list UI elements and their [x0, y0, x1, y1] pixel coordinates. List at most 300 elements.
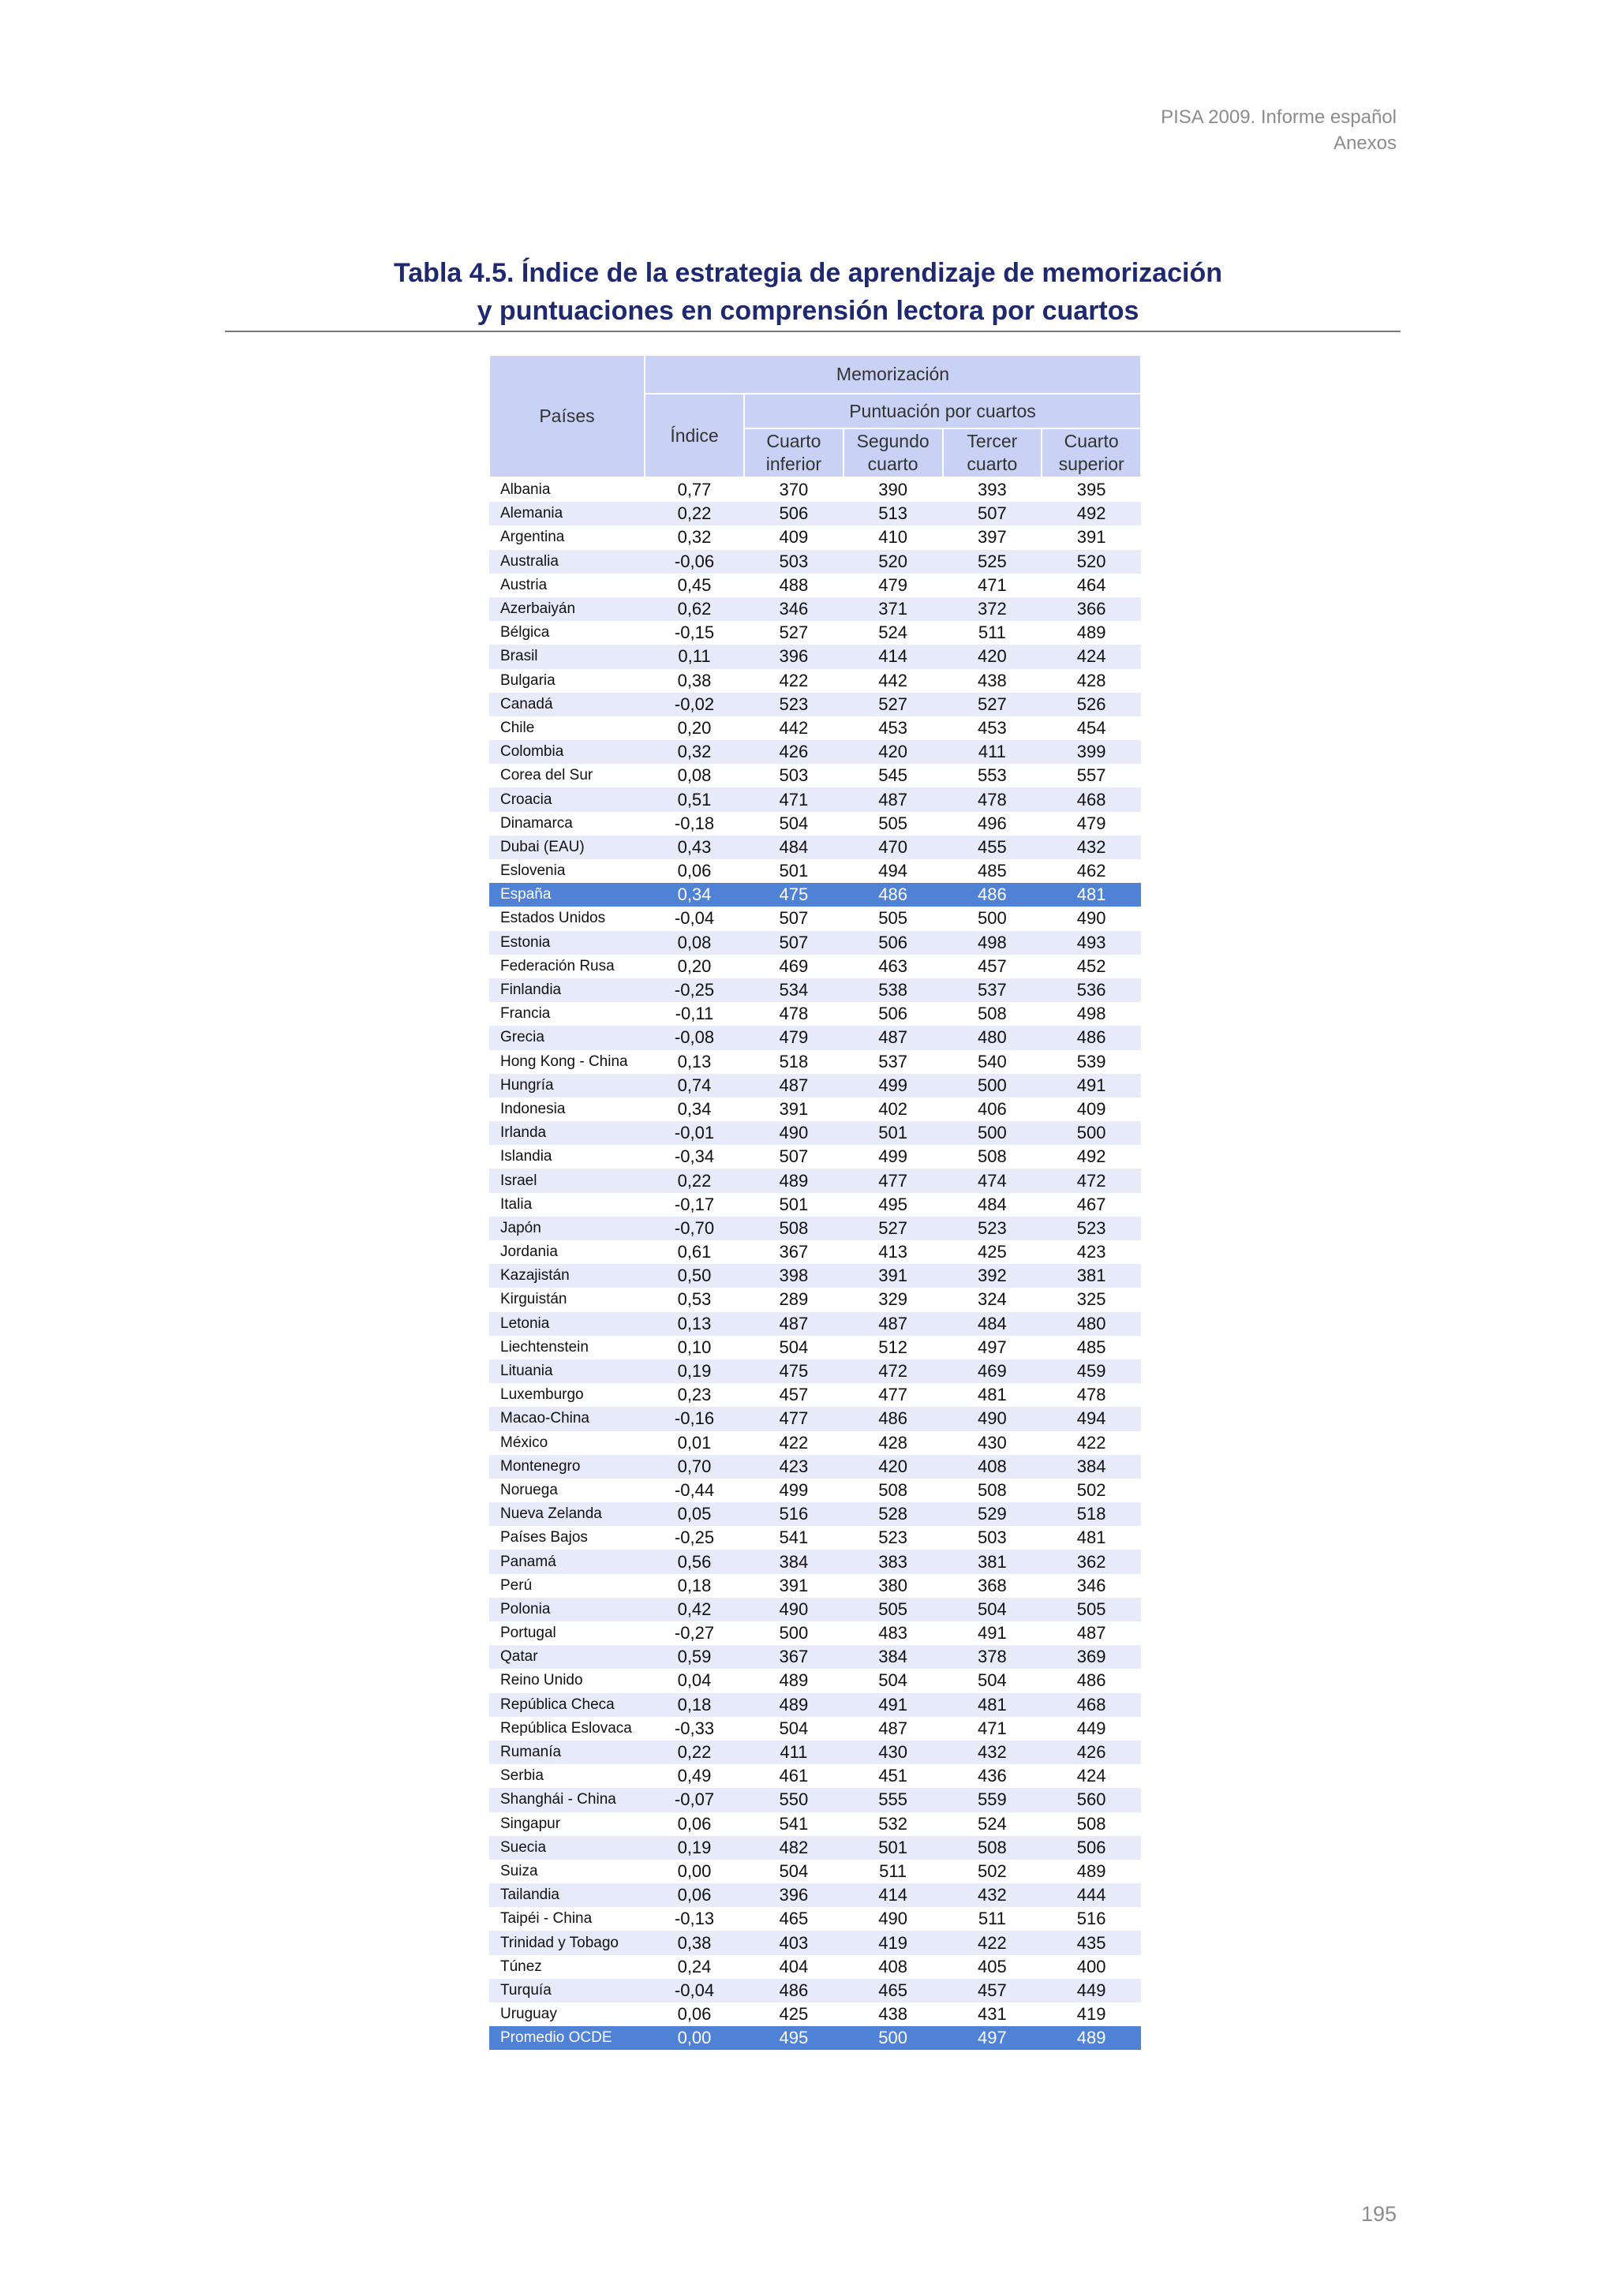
q2-cell: 512 [878, 1337, 907, 1357]
table-row [489, 787, 1141, 811]
country-cell: Shanghái - China [489, 1788, 645, 1812]
country-cell: Promedio OCDE [489, 2026, 645, 2050]
q1-cell: 484 [744, 836, 844, 859]
q3-cell: 481 [978, 1385, 1007, 1405]
index-cell: -0,33 [674, 1718, 715, 1738]
q1-cell: 370 [779, 480, 809, 500]
q1-cell: 442 [779, 717, 809, 738]
q3-cell: 559 [943, 1788, 1042, 1812]
q4-cell: 391 [1076, 527, 1106, 548]
q4-cell: 381 [1042, 1264, 1141, 1288]
table-row [489, 1288, 1141, 1311]
q1-cell: 504 [779, 1860, 809, 1881]
country-cell: Albania [500, 481, 551, 499]
index-cell: 0,18 [645, 1693, 744, 1717]
q2-cell: 329 [878, 1289, 907, 1310]
table-row [489, 716, 1141, 740]
table-row [489, 1645, 1141, 1669]
table-row [489, 574, 1141, 597]
q3-cell: 393 [978, 480, 1007, 500]
q1-cell: 475 [744, 883, 844, 907]
q1-cell: 504 [779, 813, 809, 833]
header-quarter-scores: Puntuación por cuartos [744, 394, 1141, 428]
header-memorization: Memorización [645, 355, 1141, 394]
table-row [489, 1359, 1141, 1383]
q3-cell: 504 [943, 1598, 1042, 1621]
q1-cell: 423 [744, 1455, 844, 1479]
q1-cell: 523 [744, 693, 844, 716]
country-cell: Bélgica [500, 624, 550, 641]
q1-cell: 411 [744, 1741, 844, 1764]
table-row [489, 1169, 1141, 1192]
q2-cell: 506 [844, 931, 943, 955]
q3-cell: 497 [978, 1337, 1007, 1357]
q3-cell: 378 [943, 1645, 1042, 1669]
q4-cell: 502 [1076, 1479, 1106, 1500]
index-cell: 0,51 [645, 787, 744, 811]
table-row [489, 502, 1141, 525]
index-cell: 0,61 [677, 1242, 712, 1262]
q1-cell: 391 [779, 1575, 809, 1595]
country-cell: España [489, 883, 645, 907]
q4-cell: 454 [1076, 717, 1106, 738]
q3-cell: 432 [943, 1741, 1042, 1764]
header-q3 [943, 428, 1042, 477]
header-q1 [744, 428, 844, 477]
table-row [489, 1002, 1141, 1026]
q4-cell: 422 [1076, 1432, 1106, 1453]
q4-cell: 481 [1076, 1528, 1106, 1548]
index-cell: 0,19 [645, 1836, 744, 1860]
country-cell: Alemania [489, 502, 645, 525]
q3-cell: 372 [943, 597, 1042, 621]
index-cell: -0,34 [674, 1146, 715, 1167]
table-row [489, 1026, 1141, 1049]
index-cell: 0,74 [645, 1074, 744, 1098]
table-row [489, 1812, 1141, 1836]
table-header [489, 355, 1141, 477]
q4-cell: 493 [1042, 931, 1141, 955]
q4-cell: 508 [1076, 1813, 1106, 1834]
q4-cell: 487 [1076, 1623, 1106, 1643]
header-q1-line1: Cuarto [766, 431, 821, 451]
index-cell: 0,32 [645, 740, 744, 764]
country-cell: Estonia [489, 931, 645, 955]
index-cell: 0,06 [677, 2004, 712, 2025]
q3-cell: 553 [978, 765, 1007, 786]
q2-cell: 523 [878, 1528, 907, 1548]
table-row [489, 1407, 1141, 1430]
country-cell: Hungría [489, 1074, 645, 1098]
table-row [489, 1479, 1141, 1502]
running-header-title: PISA 2009. Informe español [1161, 107, 1397, 128]
country-cell: Suiza [500, 1862, 538, 1879]
q3-cell: 408 [943, 1455, 1042, 1479]
country-cell: Letonia [489, 1312, 645, 1336]
country-cell: Perú [500, 1576, 533, 1594]
q2-cell: 504 [878, 1670, 907, 1691]
q1-cell: 422 [779, 670, 809, 690]
country-cell: Singapur [500, 1815, 561, 1832]
q2-cell: 414 [844, 645, 943, 668]
q2-cell: 491 [844, 1693, 943, 1717]
header-q1-line2: inferior [765, 454, 822, 474]
q4-cell: 526 [1042, 693, 1141, 716]
index-cell: -0,18 [674, 813, 715, 833]
q1-cell: 490 [744, 1598, 844, 1621]
q4-cell: 539 [1076, 1051, 1106, 1071]
q1-cell: 479 [744, 1026, 844, 1049]
table-row [489, 1550, 1141, 1573]
table-row [489, 1264, 1141, 1288]
table-row [489, 1431, 1141, 1455]
q4-cell: 464 [1076, 574, 1106, 595]
q1-cell: 503 [744, 550, 844, 574]
q1-cell: 396 [744, 1883, 844, 1907]
table-row [489, 1621, 1141, 1645]
q3-cell: 431 [978, 2004, 1007, 2025]
q1-cell: 457 [779, 1385, 809, 1405]
q4-cell: 423 [1076, 1242, 1106, 1262]
table-row [489, 1907, 1141, 1931]
table-row [489, 1098, 1141, 1121]
country-cell: Montenegro [489, 1455, 645, 1479]
country-cell: Túnez [500, 1958, 542, 1975]
q4-cell: 444 [1042, 1883, 1141, 1907]
page-number: 195 [1360, 2202, 1397, 2226]
table-row [489, 1217, 1141, 1240]
q1-cell: 488 [779, 574, 809, 595]
table-row [489, 597, 1141, 621]
q3-cell: 474 [943, 1169, 1042, 1192]
q3-cell: 471 [978, 1718, 1007, 1738]
q4-cell: 494 [1042, 1407, 1141, 1430]
q3-cell: 406 [978, 1098, 1007, 1119]
q2-cell: 483 [878, 1623, 907, 1643]
q2-cell: 384 [844, 1645, 943, 1669]
q3-cell: 436 [978, 1766, 1007, 1786]
index-cell: -0,17 [674, 1194, 715, 1214]
q3-cell: 453 [978, 717, 1007, 738]
country-cell: Japón [489, 1217, 645, 1240]
q4-cell: 479 [1076, 813, 1106, 833]
q3-cell: 481 [943, 1693, 1042, 1717]
q2-cell: 505 [878, 813, 907, 833]
country-cell: Francia [500, 1005, 551, 1023]
q4-cell: 467 [1076, 1194, 1106, 1214]
q1-cell: 534 [744, 978, 844, 1002]
index-cell: 0,34 [677, 1098, 712, 1119]
index-cell: -0,16 [645, 1407, 744, 1430]
q4-cell: 481 [1042, 883, 1141, 907]
q4-cell: 366 [1042, 597, 1141, 621]
index-cell: 0,11 [645, 645, 744, 668]
q4-cell: 384 [1042, 1455, 1141, 1479]
q3-cell: 469 [943, 1359, 1042, 1383]
q4-cell: 516 [1076, 1909, 1106, 1929]
table-row [489, 1383, 1141, 1407]
index-cell: 0,18 [677, 1575, 712, 1595]
q4-cell: 369 [1042, 1645, 1141, 1669]
q1-cell: 489 [779, 1670, 809, 1691]
country-cell: Polonia [489, 1598, 645, 1621]
index-cell: 0,49 [677, 1766, 712, 1786]
q2-cell: 391 [844, 1264, 943, 1288]
data-table [488, 354, 1142, 2050]
index-cell: 0,56 [645, 1550, 744, 1573]
q3-cell: 381 [943, 1550, 1042, 1573]
title-divider [225, 331, 1401, 332]
table-row [489, 1526, 1141, 1550]
country-cell: Estados Unidos [500, 910, 606, 927]
country-cell: Países Bajos [500, 1529, 588, 1546]
q3-cell: 508 [978, 1004, 1007, 1024]
q1-cell: 398 [744, 1264, 844, 1288]
q2-cell: 520 [844, 550, 943, 574]
q3-cell: 438 [978, 670, 1007, 690]
q2-cell: 410 [878, 527, 907, 548]
q2-cell: 511 [879, 1860, 907, 1881]
running-header-section: Anexos [1333, 133, 1397, 154]
country-cell: Corea del Sur [500, 767, 593, 784]
q1-cell: 550 [744, 1788, 844, 1812]
q1-cell: 425 [779, 2004, 809, 2025]
country-cell: República Checa [489, 1693, 645, 1717]
q3-cell: 392 [943, 1264, 1042, 1288]
q3-cell: 504 [978, 1670, 1007, 1691]
index-cell: 0,08 [645, 931, 744, 955]
q2-cell: 494 [878, 861, 907, 881]
q1-cell: 475 [744, 1359, 844, 1383]
table-title-line-1: Tabla 4.5. Índice de la estrategia de aprendizaje de memorización [394, 258, 1222, 288]
q2-cell: 538 [844, 978, 943, 1002]
q2-cell: 438 [878, 2004, 907, 2025]
index-cell: 0,05 [645, 1502, 744, 1526]
q3-cell: 537 [943, 978, 1042, 1002]
country-cell: Dinamarca [500, 814, 573, 832]
index-cell: 0,38 [677, 670, 712, 690]
q2-cell: 495 [878, 1194, 907, 1214]
q1-cell: 409 [779, 527, 809, 548]
q1-cell: 487 [744, 1074, 844, 1098]
q2-cell: 419 [844, 1931, 943, 1954]
q2-cell: 463 [878, 955, 907, 976]
q4-cell: 489 [1076, 623, 1106, 643]
q2-cell: 545 [878, 765, 907, 786]
q2-cell: 470 [844, 836, 943, 859]
index-cell: -0,11 [675, 1004, 714, 1024]
q2-cell: 453 [878, 717, 907, 738]
table-row [489, 550, 1141, 574]
country-cell: Tailandia [489, 1883, 645, 1907]
index-cell: 0,22 [645, 502, 744, 525]
country-cell: Grecia [489, 1026, 645, 1049]
country-cell: Noruega [500, 1481, 558, 1498]
table-row [489, 1240, 1141, 1264]
q3-cell: 529 [943, 1502, 1042, 1526]
q1-cell: 541 [779, 1528, 809, 1548]
table-row [489, 477, 1141, 502]
q1-cell: 507 [779, 908, 809, 929]
table-row [489, 1598, 1141, 1621]
index-cell: 0,10 [677, 1337, 712, 1357]
q4-cell: 489 [1042, 2026, 1141, 2050]
country-cell: Hong Kong - China [500, 1053, 628, 1070]
q1-cell: 489 [744, 1693, 844, 1717]
q2-cell: 420 [844, 1455, 943, 1479]
q2-cell: 479 [878, 574, 907, 595]
q3-cell: 523 [943, 1217, 1042, 1240]
q2-cell: 477 [878, 1385, 907, 1405]
index-cell: 0,01 [677, 1432, 712, 1453]
q4-cell: 490 [1076, 908, 1106, 929]
q3-cell: 508 [978, 1479, 1007, 1500]
index-cell: 0,38 [645, 1931, 744, 1954]
table-row [489, 1717, 1141, 1741]
q1-cell: 504 [779, 1718, 809, 1738]
q1-cell: 507 [744, 931, 844, 955]
q4-cell: 478 [1076, 1385, 1106, 1405]
q1-cell: 527 [779, 623, 809, 643]
country-cell: Qatar [489, 1645, 645, 1669]
country-cell: Eslovenia [500, 862, 566, 880]
country-cell: Colombia [489, 740, 645, 764]
q1-cell: 477 [744, 1407, 844, 1430]
header-q2 [844, 428, 943, 477]
country-cell: Argentina [500, 529, 565, 546]
q1-cell: 482 [744, 1836, 844, 1860]
q1-cell: 384 [744, 1550, 844, 1573]
q1-cell: 346 [744, 597, 844, 621]
q2-cell: 408 [878, 1956, 907, 1976]
q2-cell: 513 [844, 502, 943, 525]
q2-cell: 477 [844, 1169, 943, 1192]
country-cell: Chile [500, 719, 535, 736]
q1-cell: 426 [744, 740, 844, 764]
index-cell: -0,25 [674, 1528, 715, 1548]
q4-cell: 560 [1042, 1788, 1141, 1812]
table-row [489, 812, 1141, 836]
index-cell: -0,07 [645, 1788, 744, 1812]
q1-cell: 289 [779, 1289, 809, 1310]
country-cell: Australia [489, 550, 645, 574]
country-cell: Uruguay [500, 2006, 557, 2023]
q4-cell: 428 [1076, 670, 1106, 690]
index-cell: 0,59 [645, 1645, 744, 1669]
table-row [489, 1574, 1141, 1598]
header-q4-line2: superior [1058, 454, 1124, 474]
index-cell: 0,24 [677, 1956, 712, 1976]
q2-cell: 505 [878, 908, 907, 929]
table-row [489, 1336, 1141, 1359]
table-row [489, 1979, 1141, 2002]
q2-cell: 501 [844, 1836, 943, 1860]
q4-cell: 492 [1042, 502, 1141, 525]
q1-cell: 499 [779, 1479, 809, 1500]
table-title-line-2: y puntuaciones en comprensión lectora por cuartos [477, 296, 1139, 326]
q4-cell: 498 [1076, 1004, 1106, 1024]
table-row [489, 1955, 1141, 1979]
country-cell: República Eslovaca [500, 1719, 632, 1737]
table-row [489, 1121, 1141, 1145]
country-cell: Federación Rusa [500, 957, 615, 974]
q4-cell: 362 [1042, 1550, 1141, 1573]
index-cell: 0,19 [645, 1359, 744, 1383]
table-row [489, 1050, 1141, 1074]
country-cell: Rumanía [489, 1741, 645, 1764]
q2-cell: 555 [844, 1788, 943, 1812]
header-q3-line2: cuarto [967, 454, 1018, 474]
q4-cell: 491 [1042, 1074, 1141, 1098]
index-cell: 0,50 [645, 1264, 744, 1288]
q3-cell: 527 [943, 693, 1042, 716]
q2-cell: 487 [844, 1312, 943, 1336]
country-cell: Canadá [489, 693, 645, 716]
index-cell: 0,34 [645, 883, 744, 907]
q2-cell: 528 [844, 1502, 943, 1526]
index-cell: 0,77 [677, 480, 712, 500]
q2-cell: 472 [844, 1359, 943, 1383]
q4-cell: 459 [1042, 1359, 1141, 1383]
table-row [489, 2026, 1141, 2050]
index-cell: 0,00 [677, 1860, 712, 1881]
table-row [489, 1860, 1141, 1883]
table-row [489, 525, 1141, 549]
index-cell: 0,42 [645, 1598, 744, 1621]
q1-cell: 471 [744, 787, 844, 811]
table-row [489, 836, 1141, 859]
q1-cell: 518 [779, 1051, 809, 1071]
q4-cell: 500 [1042, 1121, 1141, 1145]
q2-cell: 420 [844, 740, 943, 764]
q4-cell: 557 [1076, 765, 1106, 786]
q2-cell: 487 [844, 787, 943, 811]
q3-cell: 425 [978, 1242, 1007, 1262]
header-q4-line1: Cuarto [1064, 431, 1119, 451]
q1-cell: 507 [779, 1146, 809, 1167]
q2-cell: 390 [878, 480, 907, 500]
q2-cell: 537 [878, 1051, 907, 1071]
q4-cell: 449 [1042, 1979, 1141, 2002]
country-cell: Luxemburgo [500, 1386, 584, 1404]
table-row [489, 883, 1141, 907]
q4-cell: 523 [1042, 1217, 1141, 1240]
table-row [489, 669, 1141, 693]
q3-cell: 405 [978, 1956, 1007, 1976]
country-cell: Bulgaria [500, 671, 556, 689]
q4-cell: 432 [1042, 836, 1141, 859]
index-cell: -0,06 [645, 550, 744, 574]
country-cell: Brasil [489, 645, 645, 668]
header-q2-line1: Segundo [856, 431, 930, 451]
index-cell: 0,06 [677, 861, 712, 881]
q4-cell: 462 [1076, 861, 1106, 881]
q4-cell: 346 [1076, 1575, 1106, 1595]
index-cell: 0,00 [645, 2026, 744, 2050]
table-row [489, 978, 1141, 1002]
table-row [489, 907, 1141, 930]
q1-cell: 500 [779, 1623, 809, 1643]
country-cell: Macao-China [489, 1407, 645, 1430]
q3-cell: 422 [943, 1931, 1042, 1954]
index-cell: -0,02 [645, 693, 744, 716]
q4-cell: 419 [1076, 2004, 1106, 2025]
q2-cell: 487 [844, 1026, 943, 1049]
q2-cell: 442 [878, 670, 907, 690]
q4-cell: 505 [1042, 1598, 1141, 1621]
table-row [489, 1883, 1141, 1907]
q4-cell: 424 [1076, 1766, 1106, 1786]
